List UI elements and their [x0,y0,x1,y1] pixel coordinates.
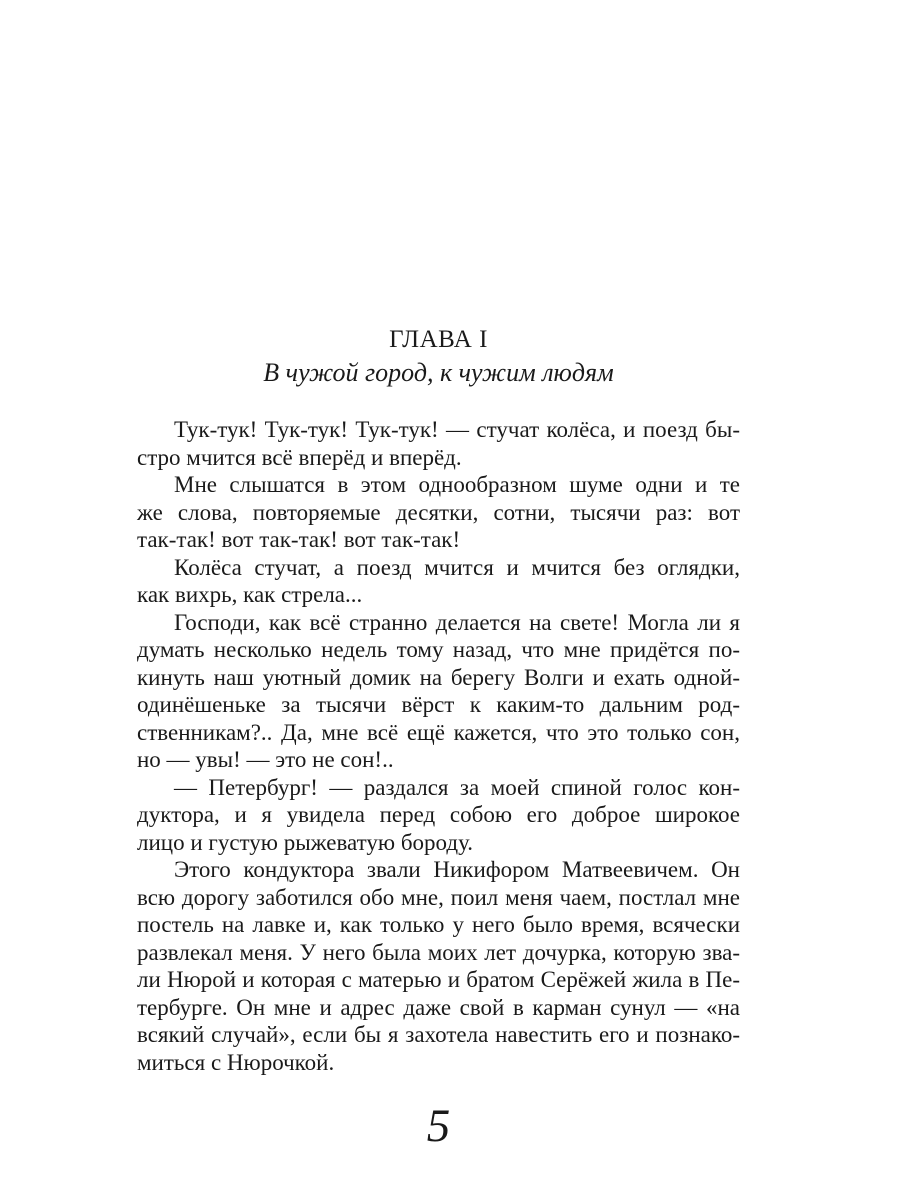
text-line: кинуть наш уютный домик на берегу Волги и ехать одной- [137,664,740,690]
text-line: Господи, как всё странно делается на свете! Могла ли я [174,609,740,635]
paragraph [137,609,740,774]
text-line: как вихрь, как стрела... [137,582,363,607]
text-line: так-так! вот так-так! вот так-так! [137,527,461,552]
text-line: развлекал меня. У него была моих лет дочурка, которую зва- [137,939,740,965]
text-line: всю дорогу заботился обо мне, поил меня чаем, постлал мне [137,884,740,910]
text-line: лицо и густую рыжеватую бороду. [137,829,474,855]
body-text [137,416,740,1076]
text-line: всякий случай», если бы я захотела навестить его и познако- [137,1022,740,1047]
text-line: тербурге. Он мне и адрес даже свой в карман сунул — «на [137,994,740,1020]
text-line: дуктора, и я увидела перед собою его доброе широкое [137,802,740,827]
text-line: одинёшеньке за тысячи вёрст к каким-то дальним род- [137,692,740,717]
paragraph [137,471,740,554]
paragraph [137,554,740,609]
text-line: постель на лавке и, как только у него было время, всячески [137,912,740,937]
page-number: 5 [426,1100,451,1152]
text-line: но — увы! — это не сон!.. [137,747,394,772]
text-line: же слова, повторяемые десятки, сотни, тысячи раз: вот [137,499,740,525]
text-line: ли Нюрой и которая с матерью и братом Серёжей жила в Пе- [137,967,740,992]
text-line: стро мчится всё вперёд и вперёд. [137,444,462,470]
text-line: думать несколько недель тому назад, что мне придётся по- [137,637,740,662]
text-line: Этого кондуктора звали Никифором Матвеевичем. Он [174,857,740,882]
text-line: Колёса стучат, а поезд мчится и мчится без оглядки, [174,554,740,580]
text-line: миться с Нюрочкой. [137,1049,335,1075]
chapter-subtitle: В чужой город, к чужим людям [263,358,614,387]
text-line: ственникам?.. Да, мне всё ещё кажется, что это только сон, [137,719,740,745]
text-line: Тук-тук! Тук-тук! Тук-тук! — стучат колёса, и поезд бы- [174,417,740,442]
chapter-heading: ГЛАВА I [389,326,488,353]
text-line: Мне слышатся в этом однообразном шуме одни и те [174,472,740,497]
paragraph [137,416,740,471]
paragraph [137,774,740,857]
text-line: — Петербург! — раздался за моей спиной голос кон- [174,774,740,800]
paragraph [137,856,740,1076]
